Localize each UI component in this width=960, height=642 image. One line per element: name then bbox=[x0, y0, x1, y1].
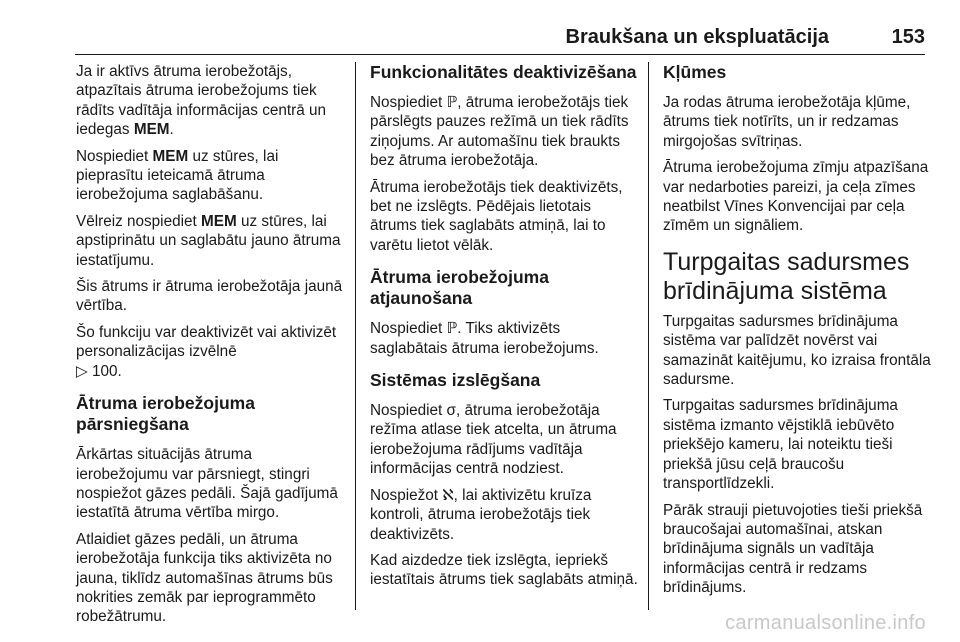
section-heading: Sistēmas izslēgšana bbox=[370, 370, 541, 391]
paragraph: Turpgaitas sadursmes brīdinājuma sistēma var palīdzēt novērst vai samazināt kaitējumu, ko izraisa frontāla sadursme. bbox=[663, 312, 931, 389]
paragraph: Ārkārtas situācijās ātruma ierobežojumu var pārsniegt, stingri nospiežot gāzes pedāli. Šajā gadījumā iestatītā ātruma vērtība mirgo. bbox=[76, 446, 338, 522]
paragraph: Nospiediet ℙ. Tiks aktivizēts saglabātais ātruma ierobežojums. bbox=[370, 320, 599, 357]
header-divider bbox=[75, 54, 925, 55]
column-divider-left bbox=[355, 62, 356, 610]
paragraph-text: Šo funkciju var deaktivizēt vai aktivizēt personalizācijas izvēlnē bbox=[76, 323, 337, 361]
paragraph: Turpgaitas sadursmes brīdinājuma sistēma izmanto vējstiklā iebūvēto priekšējo kameru, lai noteiktu tieši priekšā jūsu ceļā braucošu transportlīdzekli. bbox=[663, 397, 898, 493]
column-right bbox=[663, 62, 933, 605]
paragraph: Ja rodas ātruma ierobežotāja kļūme, ātrums tiek notīrīts, un ir redzamas mirgojošas svītriņas. bbox=[663, 94, 911, 150]
paragraph: Vēlreiz nospiediet MEM uz stūres, lai apstiprinātu un saglabātu jauno ātruma iestatījumu. bbox=[76, 212, 341, 269]
mem-button-label: MEM bbox=[152, 147, 189, 165]
paragraph: Šis ātrums ir ātruma ierobežotāja jaunā vērtība. bbox=[76, 278, 343, 315]
paragraph: Nospiediet MEM uz stūres, lai pieprasītu ieteicamā ātruma ierobežojuma saglabāšanu. bbox=[76, 147, 279, 204]
column-divider-right bbox=[648, 62, 649, 610]
column-middle bbox=[370, 62, 640, 597]
paragraph: Pārāk strauji pietuvojoties tieši priekšā braucošajai automašīnai, atskan brīdinājuma signāls un vadītāja informācijas centrā ir redzams brīdinājums. bbox=[663, 501, 923, 597]
section-heading: Funkcionalitātes deaktivizēšana bbox=[370, 62, 637, 82]
page-reference-link[interactable]: 100. bbox=[92, 362, 122, 380]
page-number: 153 bbox=[891, 26, 925, 48]
paragraph bbox=[76, 323, 344, 381]
column-left bbox=[76, 62, 344, 634]
section-heading: Kļūmes bbox=[663, 62, 727, 82]
paragraph: Kad aizdedze tiek izslēgta, iepriekš iestatītais ātrums tiek saglabāts atmiņā. bbox=[370, 551, 638, 589]
paragraph: Ātruma ierobežojuma zīmju atpazīšana var nedarboties pareizi, ja ceļa zīmes neatbilst Vīnes Konvencijai par ceļa zīmēm un signāliem. bbox=[663, 159, 929, 235]
page-header bbox=[75, 0, 925, 52]
section-heading: Ātruma ierobežojuma atjaunošana bbox=[370, 267, 549, 309]
watermark: carmanualsonline.info bbox=[725, 612, 926, 634]
mem-button-label: MEM bbox=[201, 212, 237, 230]
paragraph: Nospiediet σ, ātruma ierobežotāja režīma atlase tiek atcelta, un ātruma ierobežojuma rādījums vadītāja informācijas centrā nodziest. bbox=[370, 402, 617, 478]
main-section-heading: Turpgaitas sadursmes brīdinājuma sistēma bbox=[663, 247, 910, 305]
chapter-title: Braukšana un ekspluatācija bbox=[565, 26, 829, 48]
paragraph: Ja ir aktīvs ātruma ierobežotājs, atpazītais ātruma ierobežojums tiek rādīts vadītāja informācijas centrā un iedegas MEM. bbox=[76, 63, 326, 139]
page-reference-arrow-icon: ▷ bbox=[76, 362, 88, 380]
section-heading: Ātruma ierobežojuma pārsniegšana bbox=[76, 393, 255, 435]
paragraph: Ātruma ierobežotājs tiek deaktivizēts, bet ne izslēgts. Pēdējais lietotais ātrums tiek saglabāts atmiņā, lai to varētu lietot vēlāk. bbox=[370, 178, 623, 254]
mem-button-label: MEM bbox=[133, 121, 170, 139]
paragraph: Nospiediet ℙ, ātruma ierobežotājs tiek pārslēgts pauzes režīmā un tiek rādīts ziņojums. Ar automašīnu tiek braukts bez ātruma ierobežotāja. bbox=[370, 94, 629, 170]
paragraph: Atlaidiet gāzes pedāli, un ātruma ierobežotāja funkcija tiks aktivizēta no jauna, tiklīdz automašīnas ātrums būs nokrities zemāk par ieprogrammēto robežātrumu. bbox=[76, 530, 333, 626]
paragraph: Nospiežot ℵ, lai aktivizētu kruīza kontroli, ātruma ierobežotājs tiek deaktivizēts. bbox=[370, 486, 592, 543]
